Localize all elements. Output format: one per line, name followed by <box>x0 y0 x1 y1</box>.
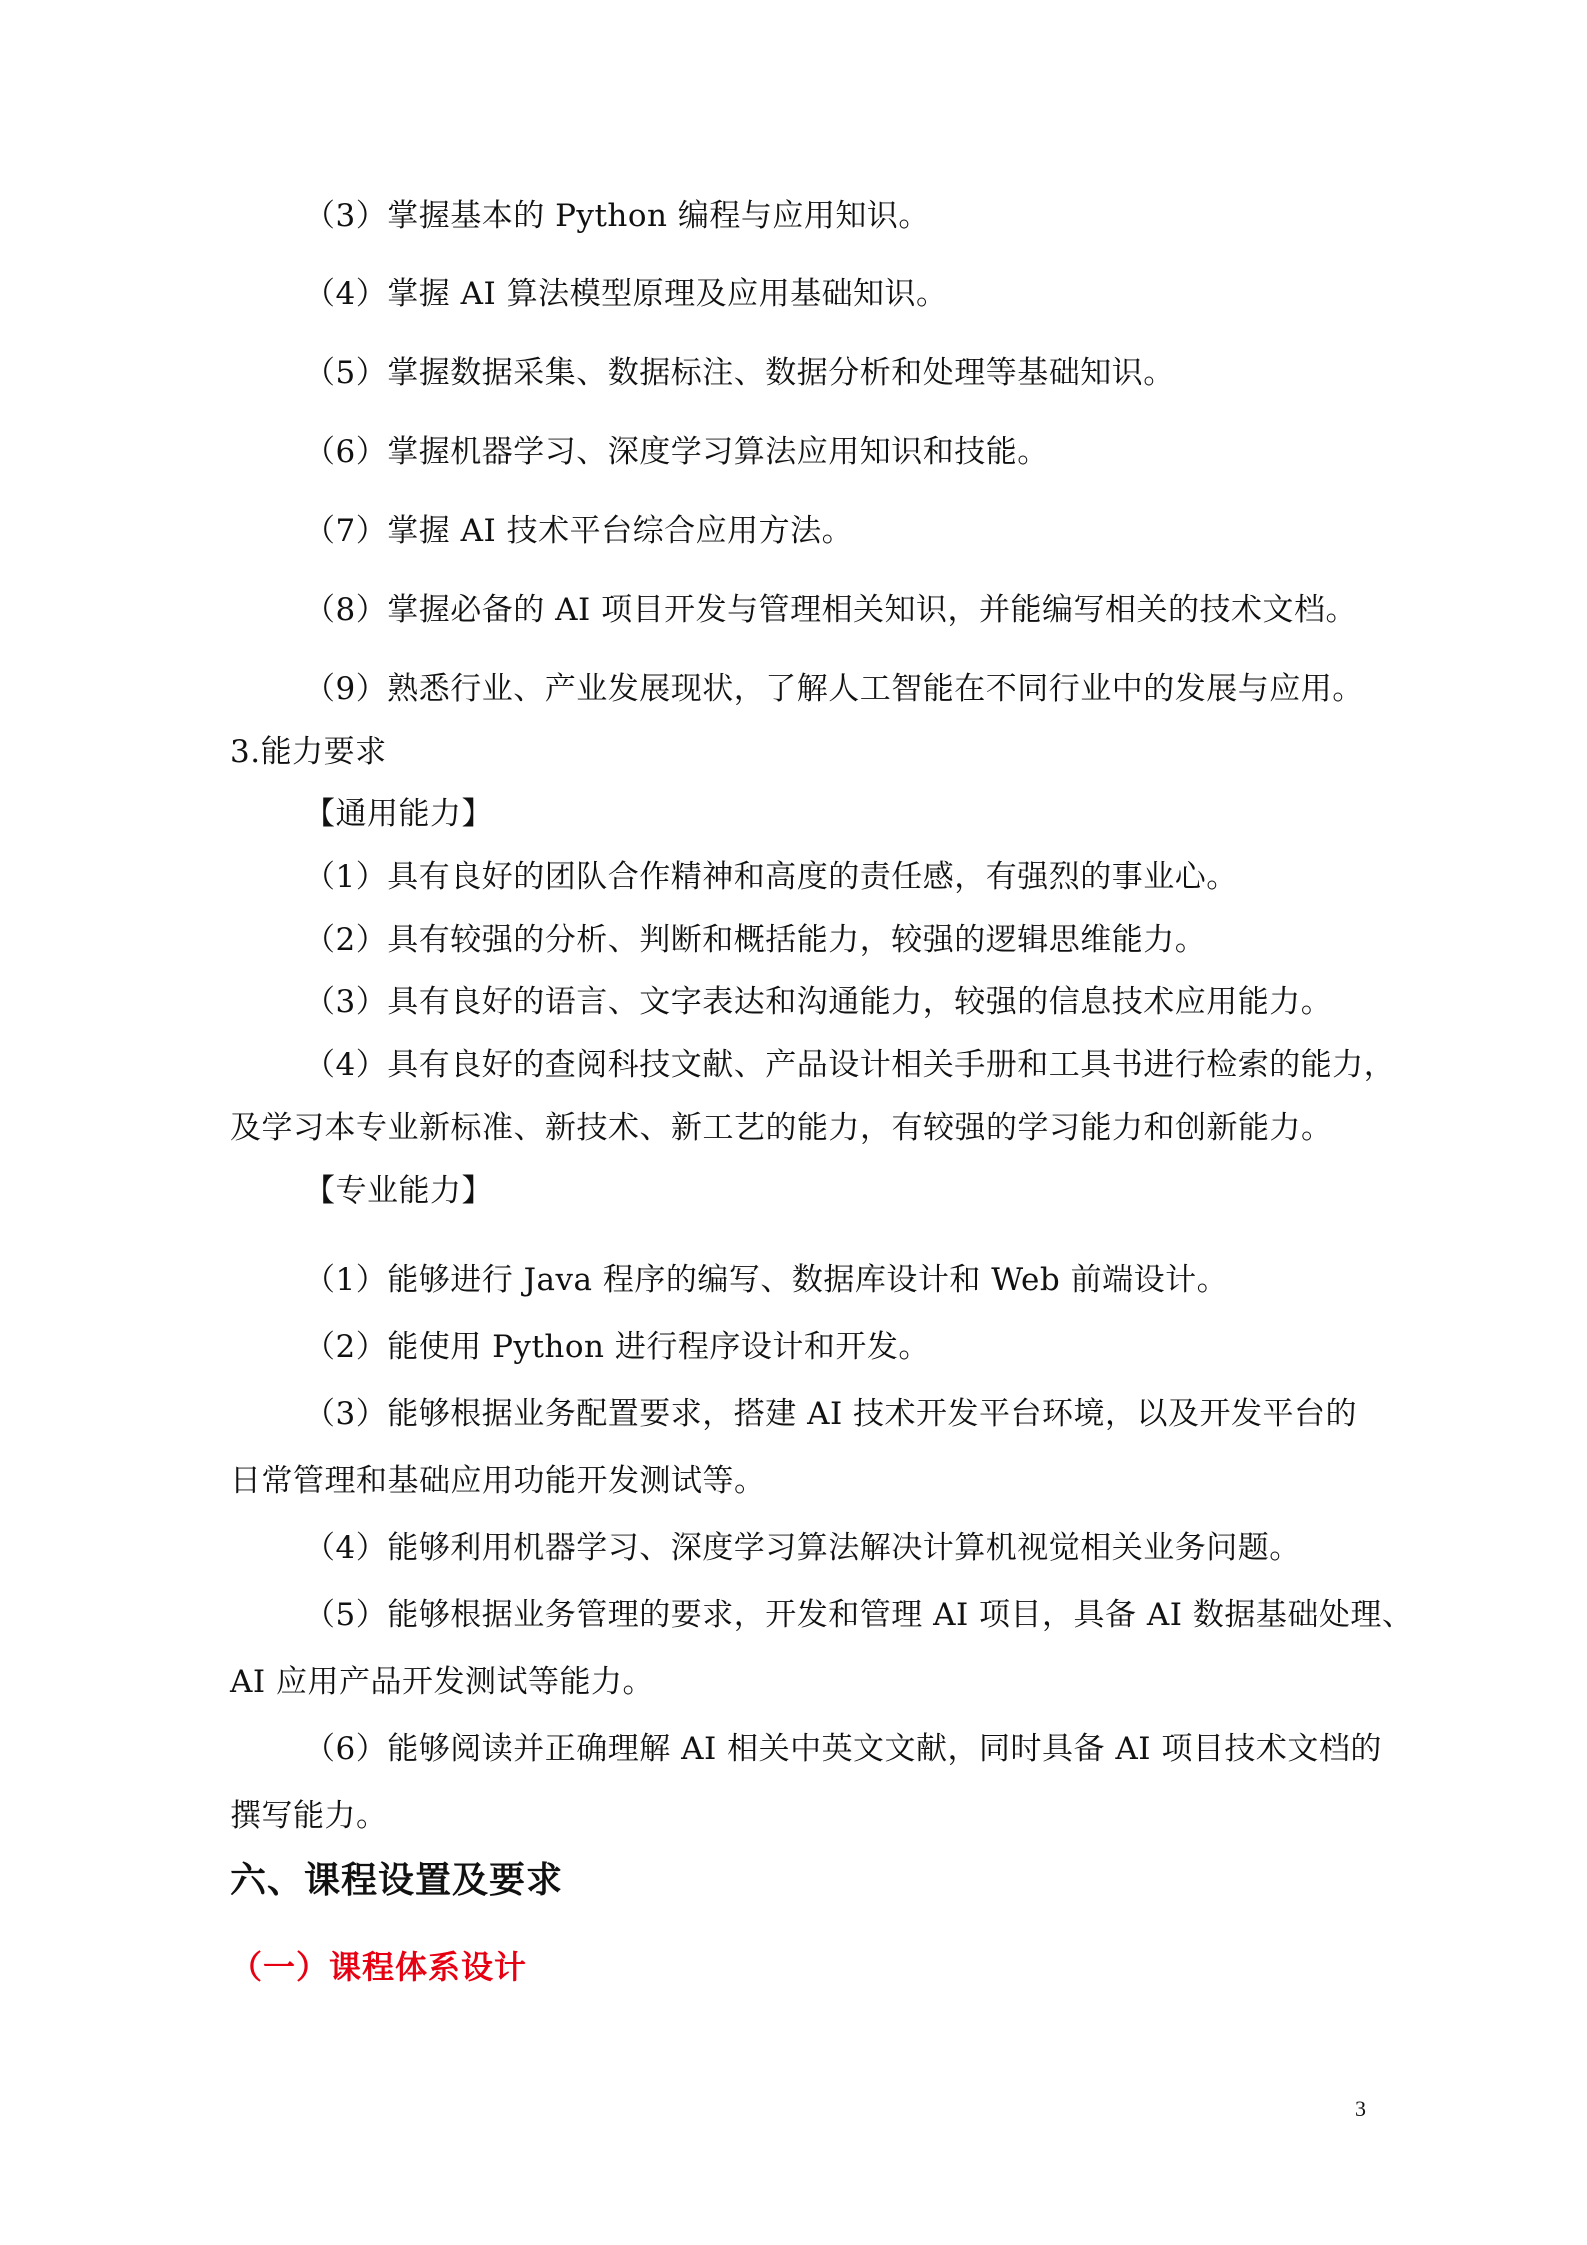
professional-ability-item: （1）能够进行 Java 程序的编写、数据库设计和 Web 前端设计。 <box>304 1262 1229 1298</box>
ability-heading: 3.能力要求 <box>230 734 387 770</box>
professional-ability-item-cont: 撰写能力。 <box>230 1798 388 1834</box>
general-ability-item: （3）具有良好的语言、文字表达和沟通能力，较强的信息技术应用能力。 <box>304 984 1333 1020</box>
subsection-heading: （一）课程体系设计 <box>230 1948 528 1986</box>
knowledge-item-4: （4）掌握 AI 算法模型原理及应用基础知识。 <box>304 276 948 312</box>
professional-ability-item: （4）能够利用机器学习、深度学习算法解决计算机视觉相关业务问题。 <box>304 1530 1301 1566</box>
knowledge-item-7: （7）掌握 AI 技术平台综合应用方法。 <box>304 513 854 549</box>
knowledge-item-3: （3）掌握基本的 Python 编程与应用知识。 <box>304 198 930 234</box>
general-ability-item: （1）具有良好的团队合作精神和高度的责任感，有强烈的事业心。 <box>304 859 1238 895</box>
general-ability-item-cont: 及学习本专业新标准、新技术、新工艺的能力，有较强的学习能力和创新能力。 <box>230 1110 1333 1146</box>
knowledge-item-5: （5）掌握数据采集、数据标注、数据分析和处理等基础知识。 <box>304 355 1175 391</box>
knowledge-item-9: （9）熟悉行业、产业发展现状，了解人工智能在不同行业中的发展与应用。 <box>304 671 1364 707</box>
general-ability-item: （4）具有良好的查阅科技文献、产品设计相关手册和工具书进行检索的能力， <box>304 1047 1396 1083</box>
page-number: 3 <box>1355 2096 1366 2121</box>
professional-ability-item-cont: 日常管理和基础应用功能开发测试等。 <box>230 1463 766 1499</box>
professional-ability-item: （6）能够阅读并正确理解 AI 相关中英文文献，同时具备 AI 项目技术文档的 <box>304 1731 1382 1767</box>
general-ability-item: （2）具有较强的分析、判断和概括能力，较强的逻辑思维能力。 <box>304 922 1207 958</box>
section-heading: 六、课程设置及要求 <box>230 1860 564 1901</box>
professional-ability-item: （2）能使用 Python 进行程序设计和开发。 <box>304 1329 930 1365</box>
professional-ability-item-cont: AI 应用产品开发测试等能力。 <box>230 1664 654 1700</box>
general-ability-title: 【通用能力】 <box>304 796 493 832</box>
professional-ability-item: （3）能够根据业务配置要求，搭建 AI 技术开发平台环境，以及开发平台的 <box>304 1396 1358 1432</box>
professional-ability-item: （5）能够根据业务管理的要求，开发和管理 AI 项目，具备 AI 数据基础处理、 <box>304 1597 1414 1633</box>
professional-ability-title: 【专业能力】 <box>304 1173 493 1209</box>
knowledge-item-6: （6）掌握机器学习、深度学习算法应用知识和技能。 <box>304 434 1049 470</box>
knowledge-item-8: （8）掌握必备的 AI 项目开发与管理相关知识，并能编写相关的技术文档。 <box>304 592 1358 628</box>
